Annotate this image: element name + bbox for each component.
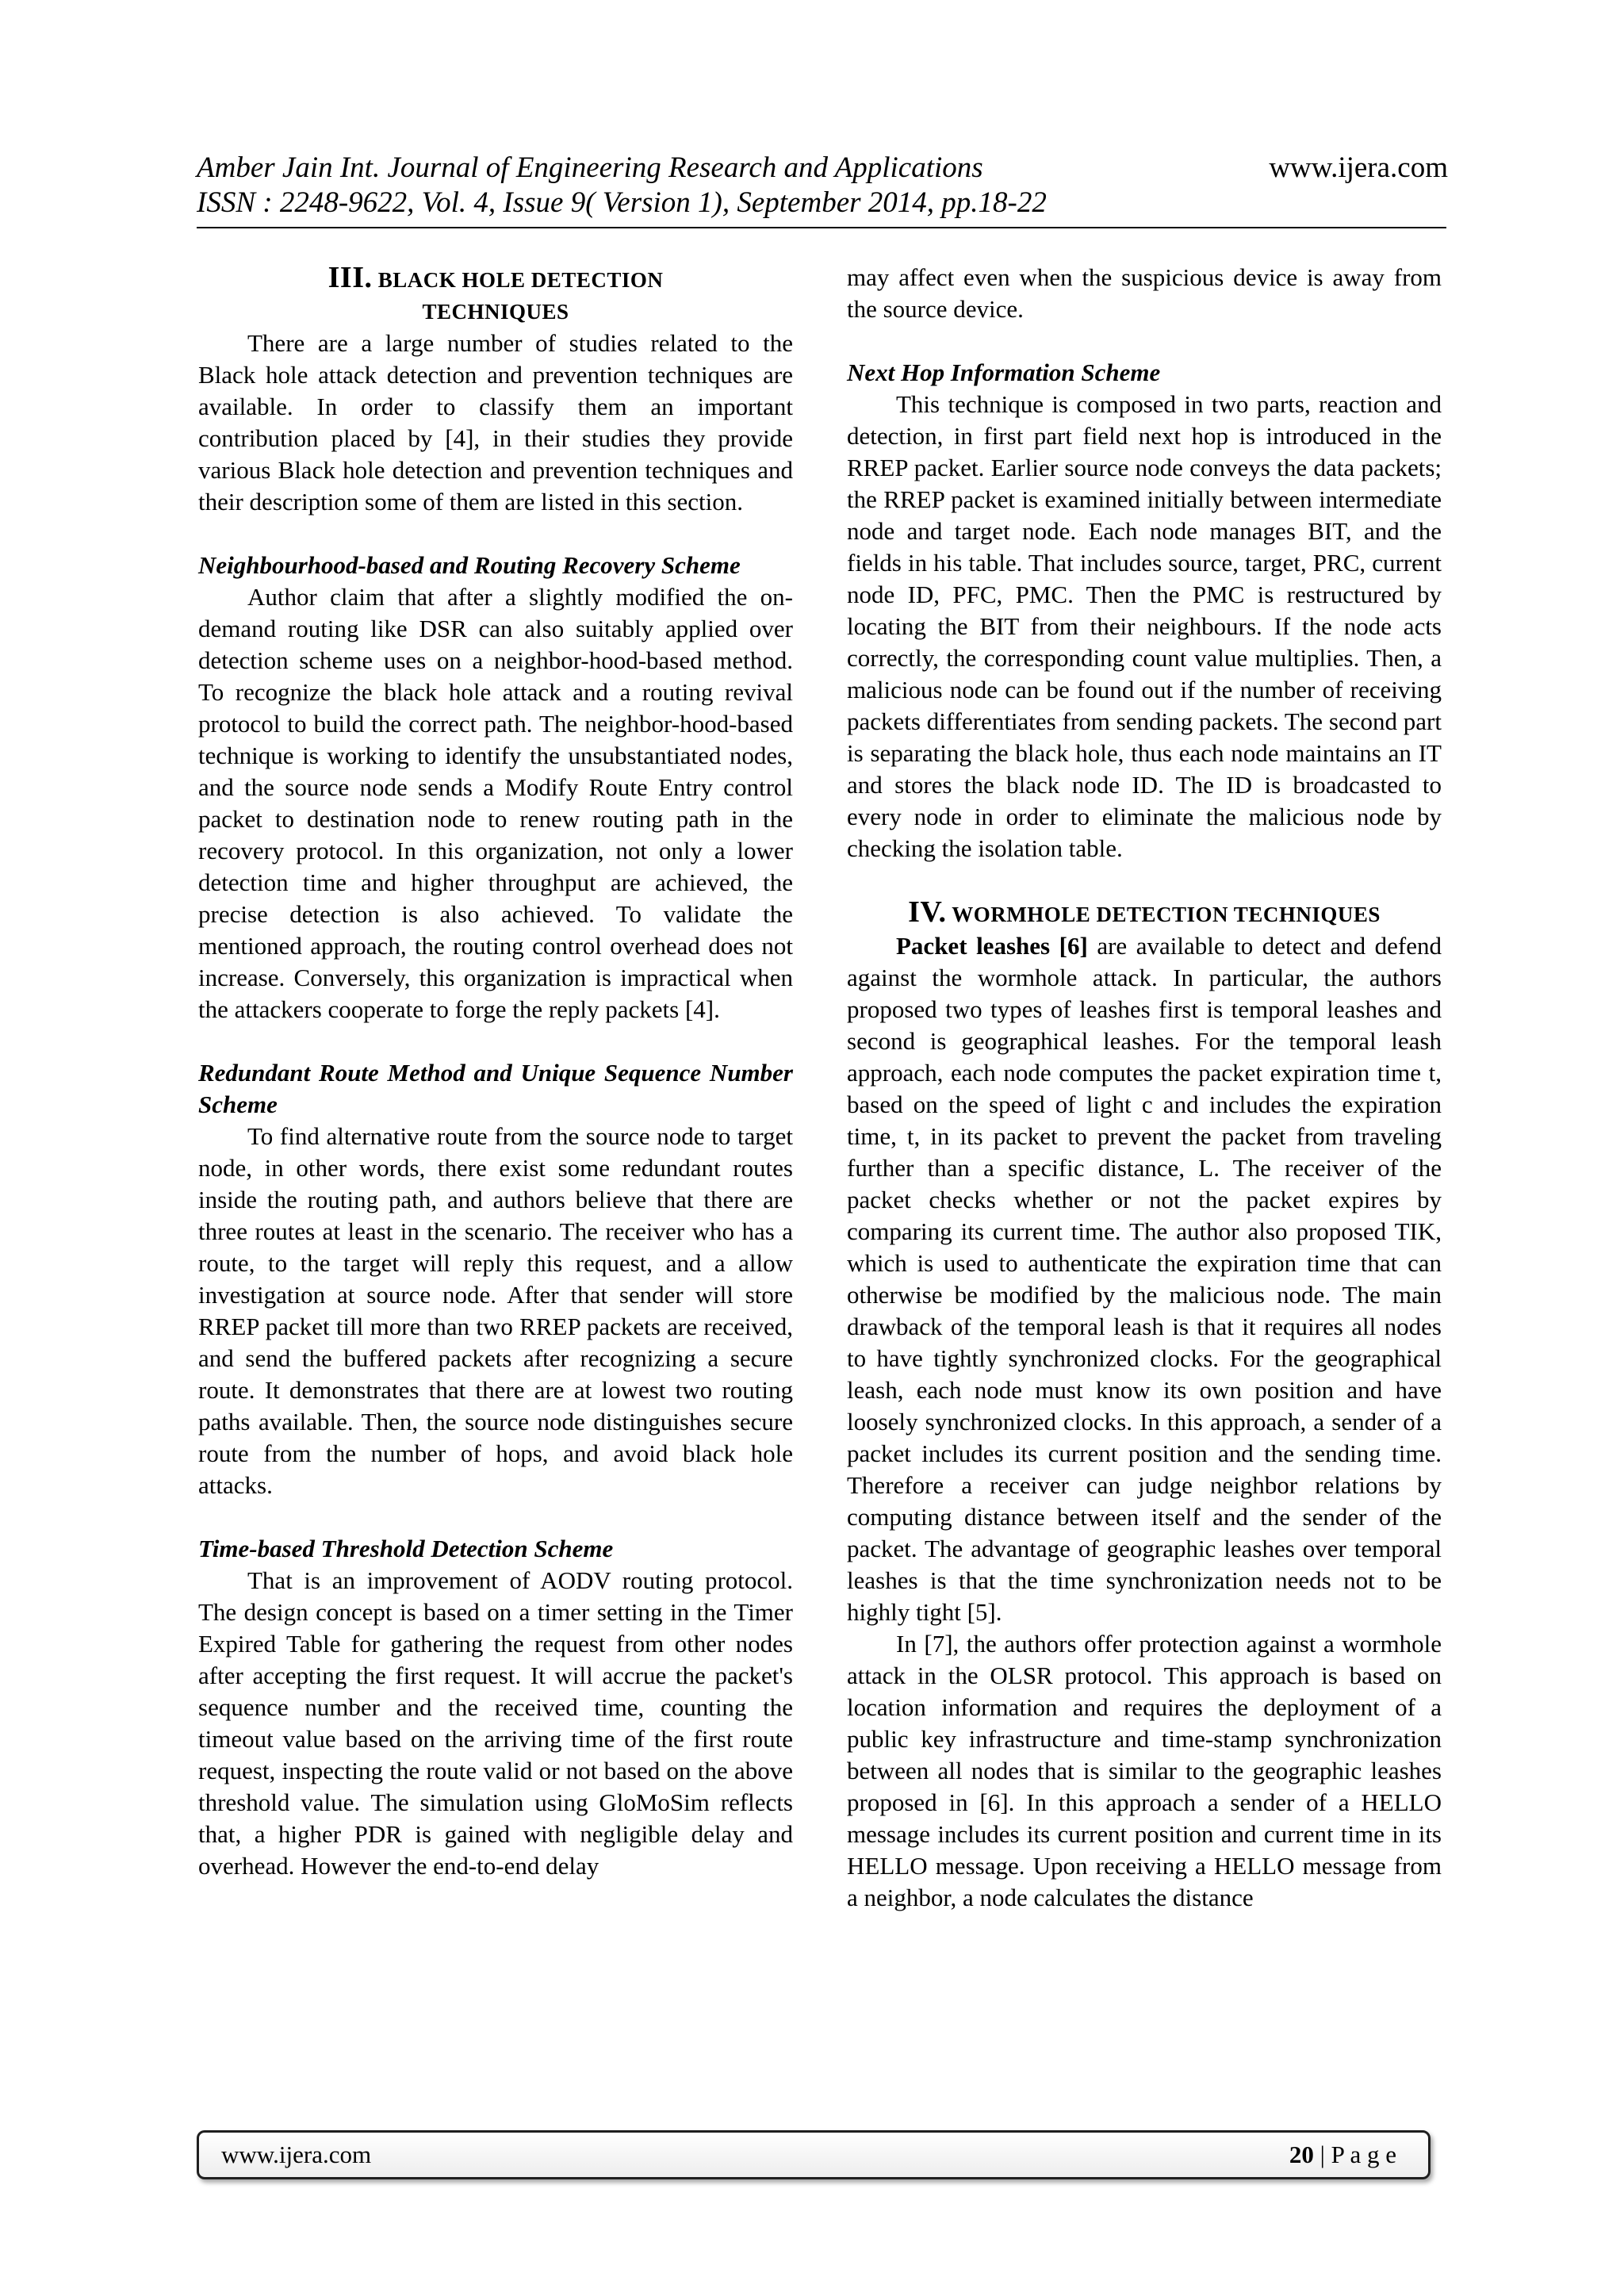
section-3-number: III. (327, 261, 373, 294)
page-header (197, 151, 1448, 220)
page-number: 20 (1289, 2141, 1314, 2168)
section-4-number: IV. (908, 895, 947, 929)
header-website: www.ijera.com (1269, 151, 1448, 184)
time-threshold-heading: Time-based Threshold Detection Scheme (198, 1535, 614, 1562)
packet-leashes-text: are available to detect and defend against the wormhole attack. In particular, the authors proposed two types of leashes first is temporal leashes and second is geographical leashes. For the temporal leash approach, each node computes the packet expiration time t, based on the speed of light c and includes the expiration time, t, in its packet to prevent the packet from traveling further than a specific distance, L. The receiver of the packet checks whether or not the packet expires by comparing its current time. The author also proposed TIK, which is used to authenticate the expiration time that can otherwise be modified by the malicious node. The main drawback of the temporal leash is that it requires all nodes to have tightly synchronized clocks. For the geographical leash, each node must know its own position and have loosely synchronized clocks. In this approach, a sender of a packet includes its current position and the sending time. Therefore a receiver can judge neighbor relations by computing distance between itself and the sender of the packet. The advantage of geographic leashes over temporal leashes is that the time synchronization needs not to be highly tight [5]. (847, 932, 1442, 1626)
issn-line: ISSN : 2248-9622, Vol. 4, Issue 9( Version 1), September 2014, pp.18-22 (197, 186, 1047, 219)
section-4-title: WORMHOLE DETECTION TECHNIQUES (952, 903, 1381, 926)
footer-website: www.ijera.com (221, 2141, 372, 2168)
continued-paragraph: may affect even when the suspicious device is away from the source device. (847, 263, 1442, 323)
redundant-paragraph: To find alternative route from the source node to target node, in other words, there exist some redundant routes inside the routing path, and authors believe that there are three routes at least in the scenario. The receiver who has a route, to the target will reply this request, and a allow investigation at source node. After that sender will store RREP packet till more than two RREP packets are received, and send the buffered packets after recognizing a secure route. It demonstrates that there are at lowest two routing paths available. Then, the source node distinguishes secure route from the number of hops, and avoid black hole attacks. (198, 1122, 793, 1499)
time-threshold-paragraph: That is an improvement of AODV routing protocol. The design concept is based on a timer setting in the Timer Expired Table for gathering the request from other nodes after accepting the first request. It will accrue the packet's sequence number and the received time, counting the timeout value based on the arriving time of the first route request, inspecting the route valid or not based on the above threshold value. The simulation using GloMoSim reflects that, a higher PDR is gained with negligible delay and overhead. However the end-to-end delay (198, 1566, 793, 1880)
section-3-title-line1: BLACK HOLE DETECTION (377, 268, 664, 292)
right-column (847, 262, 1442, 1914)
packet-leashes-lead: Packet leashes [6] (896, 932, 1088, 960)
header-divider (197, 227, 1446, 228)
next-hop-paragraph: This technique is composed in two parts, reaction and detection, in first part field next hop is introduced in the RREP packet. Earlier source node conveys the data packets; the RREP packet is examined initially between intermediate node and target node. Each node manages BIT, and the fields in his table. That includes source, target, PRC, current node ID, PFC, PMC. Then the PMC is restructured by locating the BIT from their neighbours. If the node acts correctly, the corresponding count value multiplies. Then, a malicious node can be found out if the number of receiving packets differentiates from sending packets. The second part is separating the black hole, thus each node maintains an IT and stores the black node ID. The ID is broadcasted to every node in order to eliminate the malicious node by checking the isolation table. (847, 390, 1442, 862)
olsr-paragraph: In [7], the authors offer protection against a wormhole attack in the OLSR protocol. This approach is based on location information and requires the deployment of a public key infrastructure and time-stamp synchronization between all nodes that is similar to the geographic leashes proposed in [6]. In this approach a sender of a HELLO message includes its current position and current time in its HELLO message. Upon receiving a HELLO message from a neighbor, a node calculates the distance (847, 1630, 1442, 1911)
section-3-title-line2: TECHNIQUES (422, 300, 569, 324)
neighbourhood-paragraph: Author claim that after a slightly modified the on-demand routing like DSR can also suitably applied over detection scheme uses on a neighbor-hood-based method. To recognize the black hole attack and a routing revival protocol to build the correct path. The neighbor-hood-based technique is working to identify the unsubstantiated nodes, and the source node sends a Modify Route Entry control packet to destination node to renew routing path in the recovery protocol. In this organization, not only a lower detection time and higher throughput are achieved, the precise detection is also achieved. To validate the mentioned approach, the routing control overhead does not increase. Conversely, this organization is impractical when the attackers cooperate to forge the reply packets [4]. (198, 583, 793, 1023)
neighbourhood-heading: Neighbourhood-based and Routing Recovery Scheme (198, 551, 741, 579)
page-number-label (1289, 2141, 1396, 2169)
redundant-heading: Redundant Route Method and Unique Sequence Number Scheme (198, 1059, 793, 1118)
next-hop-heading: Next Hop Information Scheme (847, 358, 1161, 386)
journal-line: Amber Jain Int. Journal of Engineering Research and Applications (197, 151, 983, 184)
page-label: | P a g e (1313, 2141, 1396, 2168)
packet-leashes-paragraph (847, 930, 1442, 1628)
page-footer (197, 2130, 1431, 2179)
section-4-heading (847, 896, 1442, 930)
section-3-intro: There are a large number of studies related to the Black hole attack detection and prevention techniques are available. In order to classify them an important contribution placed by [4], in their studies they provide various Black hole detection and prevention techniques and their description some of them are listed in this section. (198, 329, 793, 516)
section-3-heading (198, 262, 793, 328)
left-column (198, 262, 793, 1882)
